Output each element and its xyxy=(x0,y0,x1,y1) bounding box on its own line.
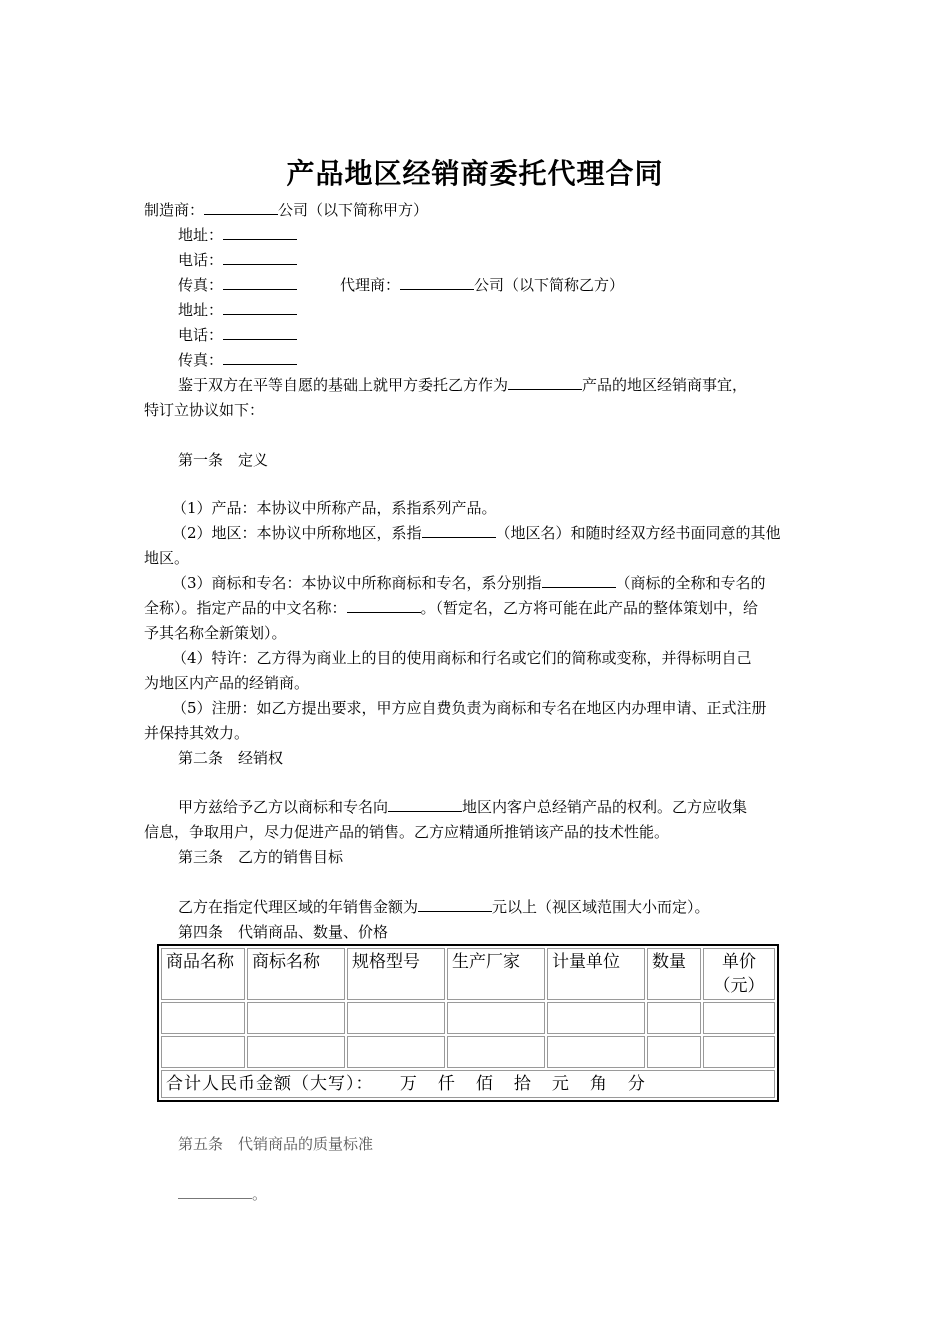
preamble-line-1 xyxy=(178,375,747,395)
maker-label: 制造商： xyxy=(144,201,205,219)
maker-phone-blank xyxy=(223,250,297,265)
agent-fax-blank xyxy=(223,350,297,365)
table-cell[interactable] xyxy=(447,1002,545,1034)
sales-region-blank xyxy=(388,797,462,812)
agent-label: 代理商： xyxy=(340,276,401,294)
paragraph-text: 全称）。指定产品的中文名称： xyxy=(144,599,347,617)
region-blank xyxy=(422,523,496,538)
article-1-para-2 xyxy=(172,523,781,543)
document-title: 产品地区经销商委托代理合同 xyxy=(286,157,664,190)
paragraph-text: （2）地区：本协议中所称地区，系指 xyxy=(172,524,422,542)
unit-shi: 拾 xyxy=(513,1074,532,1094)
unit-fen: 分 xyxy=(627,1074,646,1094)
maker-address-blank xyxy=(223,225,297,240)
unit-yuan: 元 xyxy=(551,1074,570,1094)
total-label: 合计人民币金额（大写）： xyxy=(166,1074,374,1094)
paragraph-text: 地区内客户总经销产品的权利。乙方应收集 xyxy=(462,798,748,816)
article-1-para-2-cont: 地区。 xyxy=(144,549,190,567)
article-1-heading: 第一条 定义 xyxy=(178,451,269,469)
agent-address-blank xyxy=(223,300,297,315)
agent-suffix: 公司（以下简称乙方） xyxy=(474,276,625,294)
paragraph-text: （商标的全称和专名的 xyxy=(615,574,766,592)
article-1-para-3 xyxy=(172,573,766,593)
address-label: 地址： xyxy=(178,301,224,319)
product-blank xyxy=(508,375,582,390)
article-2-para-1 xyxy=(178,797,747,817)
paragraph-text: 甲方兹给予乙方以商标和专名向 xyxy=(178,798,389,816)
column-header: 计量单位 xyxy=(547,948,645,1000)
trademark-blank xyxy=(542,573,616,588)
article-5-heading: 第五条 代销商品的质量标准 xyxy=(178,1135,374,1153)
quality-standard-blank xyxy=(178,1184,252,1199)
unit-jiao: 角 xyxy=(589,1074,608,1094)
maker-phone-line xyxy=(178,250,297,270)
unit-wan: 万 xyxy=(399,1074,418,1094)
agent-phone-line xyxy=(178,325,297,345)
table-cell[interactable] xyxy=(447,1036,545,1068)
unit-qian: 仟 xyxy=(437,1074,456,1094)
article-3-para-1 xyxy=(178,897,710,917)
article-4-heading: 第四条 代销商品、数量、价格 xyxy=(178,923,389,941)
maker-address-line xyxy=(178,225,297,245)
table-cell[interactable] xyxy=(647,1002,701,1034)
table-cell[interactable] xyxy=(161,1036,245,1068)
goods-table xyxy=(157,944,779,1102)
preamble-line-2: 特订立协议如下： xyxy=(144,401,265,419)
table-cell[interactable] xyxy=(347,1036,445,1068)
fax-label: 传真： xyxy=(178,276,224,294)
article-2-para-1-cont: 信息，争取用户，尽力促进产品的销售。乙方应精通所推销该产品的技术性能。 xyxy=(144,823,670,841)
maker-blank xyxy=(204,200,278,215)
phone-label: 电话： xyxy=(178,326,224,344)
column-header: 规格型号 xyxy=(347,948,445,1000)
table-row xyxy=(161,1002,775,1034)
column-header: 商标名称 xyxy=(247,948,345,1000)
unit-bai: 佰 xyxy=(475,1074,494,1094)
table-cell[interactable] xyxy=(247,1036,345,1068)
table-cell[interactable] xyxy=(347,1002,445,1034)
maker-line xyxy=(144,200,428,220)
agent-phone-blank xyxy=(223,325,297,340)
article-2-heading: 第二条 经销权 xyxy=(178,749,284,767)
preamble-text: 产品的地区经销商事宜， xyxy=(582,376,748,394)
column-header: 数量 xyxy=(647,948,701,1000)
table-cell[interactable] xyxy=(703,1036,775,1068)
article-1-para-3-cont xyxy=(144,598,758,618)
maker-suffix: 公司（以下简称甲方） xyxy=(278,201,429,219)
phone-label: 电话： xyxy=(178,251,224,269)
agent-address-line xyxy=(178,300,297,320)
article-1-para-5-cont: 并保持其效力。 xyxy=(144,724,250,742)
agent-fax-line xyxy=(178,350,297,370)
paragraph-text: 元以上（视区域范围大小而定）。 xyxy=(492,898,710,916)
table-cell[interactable] xyxy=(547,1002,645,1034)
preamble-text: 鉴于双方在平等自愿的基础上就甲方委托乙方作为 xyxy=(178,376,509,394)
maker-fax-blank xyxy=(223,275,297,290)
agent-blank xyxy=(400,275,474,290)
article-1-para-4: （4）特许：乙方得为商业上的目的使用商标和行名或它们的简称或变称，并得标明自己 xyxy=(172,649,752,667)
paragraph-text: 乙方在指定代理区域的年销售金额为 xyxy=(178,898,419,916)
column-header: 商品名称 xyxy=(161,948,245,1000)
paragraph-text: 。 xyxy=(252,1185,268,1203)
article-1-para-1: （1）产品：本协议中所称产品，系指系列产品。 xyxy=(172,499,497,517)
table-header-row xyxy=(161,948,775,1000)
article-1-para-4-cont: 为地区内产品的经销商。 xyxy=(144,674,310,692)
article-5-para-1 xyxy=(178,1184,267,1204)
table-row xyxy=(161,1036,775,1068)
table-cell[interactable] xyxy=(703,1002,775,1034)
paragraph-text: 。（暂定名，乙方将可能在此产品的整体策划中，给 xyxy=(420,599,759,617)
sales-amount-blank xyxy=(418,897,492,912)
agent-line xyxy=(340,275,624,295)
table-cell[interactable] xyxy=(647,1036,701,1068)
table-cell[interactable] xyxy=(247,1002,345,1034)
table-cell[interactable] xyxy=(161,1002,245,1034)
table-cell[interactable] xyxy=(547,1036,645,1068)
fax-label: 传真： xyxy=(178,351,224,369)
paragraph-text: （3）商标和专名：本协议中所称商标和专名，系分别指 xyxy=(172,574,542,592)
maker-fax-line xyxy=(178,275,297,295)
total-cell xyxy=(161,1070,775,1098)
article-3-heading: 第三条 乙方的销售目标 xyxy=(178,848,344,866)
paragraph-text: （地区名）和随时经双方经书面同意的其他 xyxy=(495,524,781,542)
column-header: 生产厂家 xyxy=(447,948,545,1000)
total-row xyxy=(161,1070,775,1098)
article-1-para-3-end: 予其名称全新策划）。 xyxy=(144,624,287,642)
total-units xyxy=(380,1074,646,1094)
chinese-name-blank xyxy=(347,598,421,613)
column-header: 单价（元） xyxy=(703,948,775,1000)
address-label: 地址： xyxy=(178,226,224,244)
article-1-para-5: （5）注册：如乙方提出要求，甲方应自费负责为商标和专名在地区内办理申请、正式注册 xyxy=(172,699,767,717)
